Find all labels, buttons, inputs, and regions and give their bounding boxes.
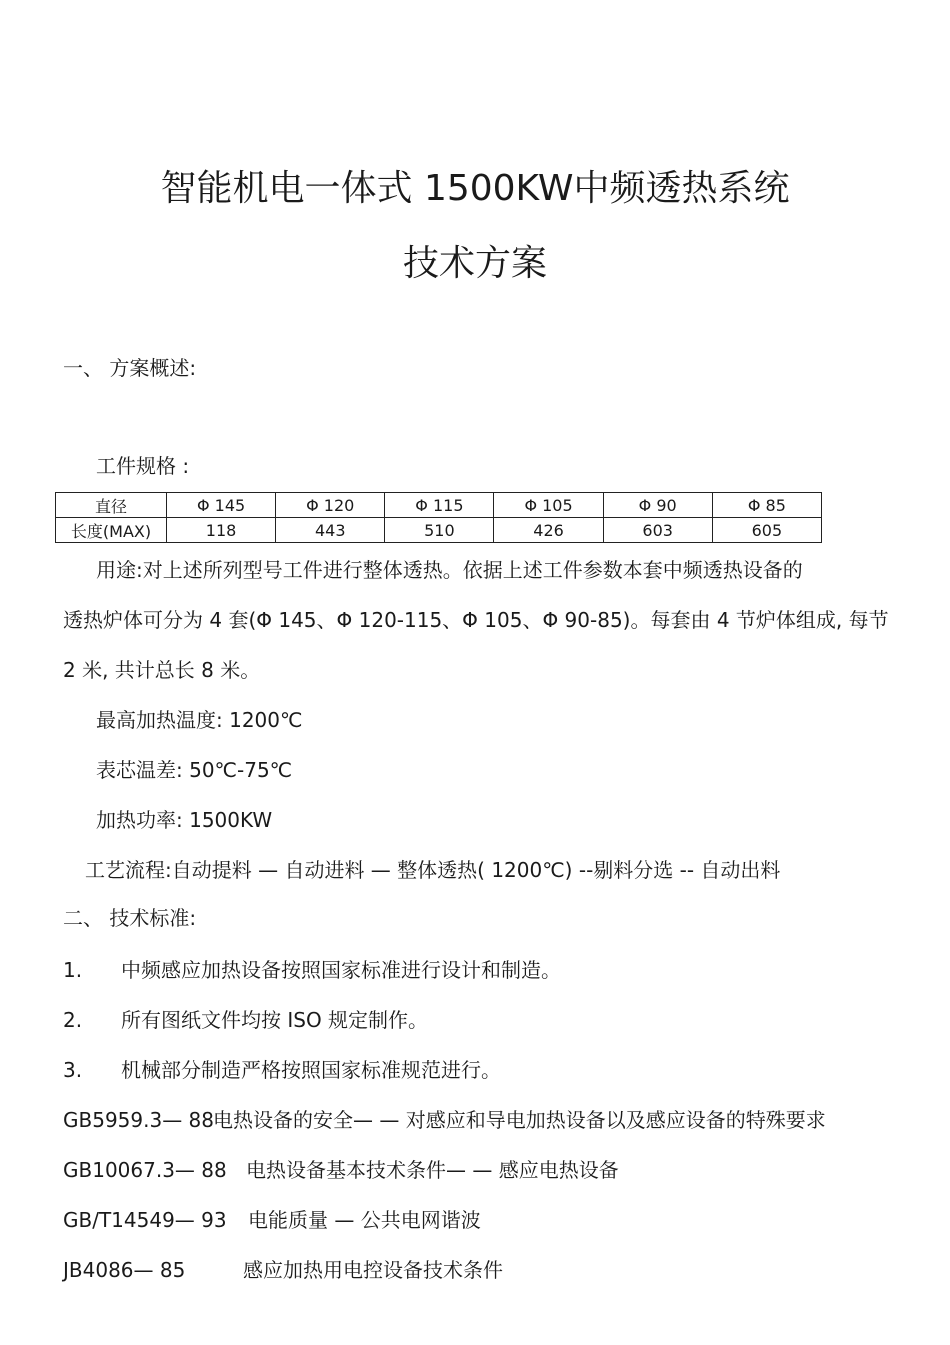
standard-code: GB5959.3— 88 [63,1108,215,1132]
max-temperature: 最高加热温度: 1200℃ [96,708,303,732]
table-cell: Φ 105 [494,493,603,518]
workpiece-spec-table [55,492,822,543]
table-cell: Φ 145 [167,493,276,518]
standard-item-text: 机械部分制造严格按照国家标准规范进行。 [121,1058,501,1082]
temperature-difference: 表芯温差: 50℃-75℃ [96,758,293,782]
row-header-length: 长度(MAX) [56,518,167,543]
document-title: 智能机电一体式 1500KW中频透热系统 [160,168,790,209]
standard-item-text: 所有图纸文件均按 ISO 规定制作。 [121,1008,429,1032]
standard-description: 电热设备的安全— — 对感应和导电加热设备以及感应设备的特殊要求 [213,1108,826,1132]
document-subtitle: 技术方案 [402,243,547,284]
standard-code: JB4086— 85 [63,1258,186,1282]
standard-code: GB/T14549— 93 [63,1208,227,1232]
table-cell: Φ 115 [385,493,494,518]
standard-description: 电热设备基本技术条件— — 感应电热设备 [246,1158,619,1182]
table-cell: Φ 85 [712,493,821,518]
table-cell: 603 [603,518,712,543]
table-cell: Φ 90 [603,493,712,518]
section1-heading: 一、 方案概述: [63,356,197,380]
table-cell: Φ 120 [276,493,385,518]
purpose-line-3: 2 米, 共计总长 8 米。 [63,658,261,682]
standard-item-text: 中频感应加热设备按照国家标准进行设计和制造。 [121,958,561,982]
table-cell: 426 [494,518,603,543]
section2-heading: 二、 技术标准: [63,906,197,930]
table-cell: 443 [276,518,385,543]
standard-description: 电能质量 — 公共电网谐波 [248,1208,481,1232]
row-header-diameter: 直径 [56,493,167,518]
table-row-diameter [56,493,822,518]
standard-description: 感应加热用电控设备技术条件 [243,1258,503,1282]
table-cell: 605 [712,518,821,543]
purpose-line-2: 透热炉体可分为 4 套(Φ 145、Φ 120-115、Φ 105、Φ 90-85)。每套由 4 节炉体组成, 每节 [63,608,889,632]
table-row-length [56,518,822,543]
standard-item-number: 1. [63,958,83,982]
standard-item-number: 2. [63,1008,83,1032]
purpose-line-1: 用途:对上述所列型号工件进行整体透热。依据上述工件参数本套中频透热设备的 [96,558,803,582]
table-cell: 510 [385,518,494,543]
heating-power: 加热功率: 1500KW [96,808,273,832]
standard-item-number: 3. [63,1058,83,1082]
table-cell: 118 [167,518,276,543]
process-flow: 工艺流程:自动提料 — 自动进料 — 整体透热( 1200℃) --剔料分选 -- 自动出料 [85,858,781,882]
workpiece-label: 工件规格 : [96,454,190,478]
standard-code: GB10067.3— 88 [63,1158,227,1182]
